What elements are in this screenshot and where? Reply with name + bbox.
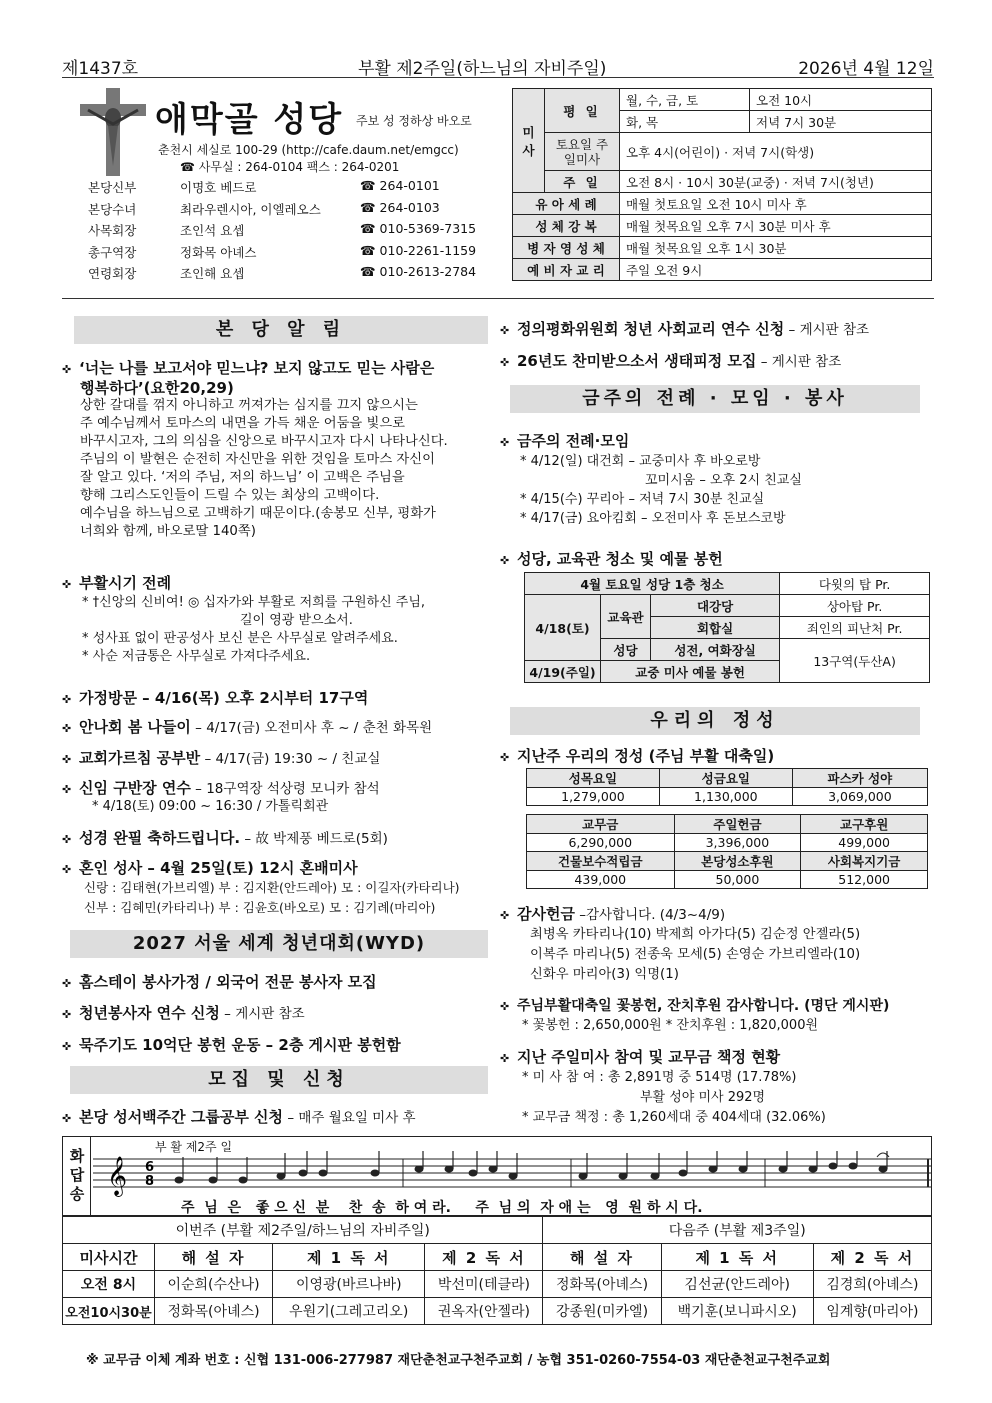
label-cell [63, 1137, 91, 1215]
offering-table-1: 성목요일 성금요일 파스카 성야 1,279,000 1,130,000 3,069,000 [526, 768, 928, 806]
diamond-bullet-icon: ✜ [62, 693, 72, 706]
svg-text:6: 6 [145, 1160, 155, 1175]
notice-youth-volunteer: ✜ 청년봉사자 연수 신청 – 게시판 참조 [62, 1004, 305, 1022]
leader-training-date: * 4/18(토) 09:00 ~ 16:30 / 가톨릭회관 [92, 799, 329, 814]
diamond-bullet-icon: ✜ [62, 363, 72, 376]
notice-easter-liturgy: ✜ 부활시기 전례 [62, 574, 172, 592]
notice-attendance: ✜ 지난 주일미사 참여 및 교무금 책정 현황 [500, 1048, 781, 1066]
notice-eco-retreat: ✜ 26년도 찬미받으소서 생태피정 모집 – 게시판 참조 [500, 352, 842, 370]
staff-row: 본당신부 이명호 베드로 ☎ 264-0101 [88, 178, 440, 195]
psalm-label: 화답송 [69, 1147, 85, 1203]
notice-weekly-meetings: ✜ 금주의 전례·모임 [500, 432, 630, 450]
notice-thanks-offering: ✜ 감사헌금 –감사합니다. (4/3~4/9) [500, 905, 726, 923]
diamond-bullet-icon: ✜ [62, 578, 72, 591]
notice-teaching-class: ✜ 교회가르침 공부반 – 4/17(금) 19:30 ~ / 친교실 [62, 749, 381, 767]
section-wyd: 2027 서울 세계 청년대회(WYD) [70, 930, 488, 958]
notice-gospel: ✜ ‘너는 나를 보고서야 믿느냐? 보지 않고도 믿는 사람은 [62, 359, 435, 377]
music-notes-icon [93, 1151, 931, 1197]
notice-homestay: ✜ 홈스테이 봉사가정 / 외국어 전문 봉사자 모집 [62, 973, 377, 991]
notice-cleaning: ✜ 성당, 교육관 청소 및 예물 봉헌 [500, 550, 723, 568]
psalm-response-staff [62, 1136, 932, 1216]
thanks-offering-names: 최병옥 카타리나(10) 박제희 아가다(5) 김순정 안젤라(5) 이복주 마리나(5) 전종욱 모세(5) 손영순 가브리엘라(10) 신화우 마리아(3) 익명(1) [530, 927, 861, 982]
bulletin-title: 부활 제2주일(하느님의 자비주일) [358, 59, 607, 79]
svg-text:𝄞: 𝄞 [107, 1156, 128, 1196]
easter-liturgy-notes: * †신앙의 신비여! ◎ 십자가와 부활로 저희를 구원하신 주님, 길이 영광 받으소서. * 성사표 없이 판공성사 보신 분은 사무실로 알려주세요. * 사순 저금통은 사무실로 가져다주세요. [82, 595, 426, 664]
diamond-bullet-icon: ✜ [62, 1112, 72, 1125]
church-phone: ☎ 사무실 : 264-0104 팩스 : 264-0201 [180, 160, 400, 174]
diamond-bullet-icon: ✜ [62, 977, 72, 990]
church-patron: 주보 성 정하상 바오로 [356, 114, 472, 128]
reader-schedule-table: 이번주 (부활 제2주일/하느님의 자비주일) 다음주 (부활 제3주일) 미사시간 해 설 자 제 1 독 서 제 2 독 서 해 설 자 제 1 독 서 제 2 독 서 오전 8시 이순희(수산나) 이영광(바르나바) 박선미(테클라) 정화목(아녜스) 김선균(안드레아) 김경희(아녜스) 오전10시30분 정화목(아녜스) 우원기(그레고리오) 권옥자(안젤라) 강종원(미카엘) 백기훈(보니파시오) 임계향(마리아) [62, 1216, 932, 1325]
section-parish-notice: 본 당 알 림 [74, 316, 488, 344]
notice-home-visit: ✜ 가정방문 – 4/16(목) 오후 2시부터 17구역 [62, 689, 369, 707]
staff-row: 연령회장 조인해 요셉 ☎ 010-2613-2784 [88, 264, 477, 281]
issue-number: 제1437호 [62, 59, 139, 79]
wedding-bride: 신부 : 김혜민(카타리나) 부 : 김윤호(바오로) 모 : 김기례(마리아) [84, 900, 436, 915]
notice-anna-outing: ✜ 안나회 봄 나들이 – 4/17(금) 오전미사 후 ~ / 춘천 화목원 [62, 718, 433, 736]
weekly-meetings-list: * 4/12(일) 대건회 – 교중미사 후 바오로방 꼬미시움 – 오후 2시 친교실 * 4/15(수) 꾸리아 – 저녁 7시 30분 친교실 * 4/17(금) 요아킴회 – 오전미사 후 돈보스코방 [520, 454, 802, 526]
diamond-bullet-icon: ✜ [500, 356, 510, 369]
diamond-bullet-icon: ✜ [500, 436, 510, 449]
notice-bible-study: ✜ 본당 성서백주간 그룹공부 신청 – 매주 월요일 미사 후 [62, 1108, 416, 1126]
music-caption: 부 활 제2주 일 [155, 1140, 233, 1154]
notice-justice-peace: ✜ 정의평화위원회 청년 사회교리 연수 신청 – 게시판 참조 [500, 320, 870, 338]
diamond-bullet-icon: ✜ [62, 753, 72, 766]
music-lyrics: 주 님 은 좋 으 신 분 찬 송 하 여 라. 주 님 의 자 애 는 영 원 하 시 다. [181, 1200, 703, 1216]
attendance-stats: * 미 사 참 여 : 총 2,891명 중 514명 (17.78%) 부활 성야 미사 292명 * 교무금 책정 : 총 1,260세대 중 404세대 (32.06%) [522, 1070, 826, 1125]
diamond-bullet-icon: ✜ [500, 909, 510, 922]
church-name: 애막골 성당 [155, 100, 344, 140]
easter-flowers-amounts: * 꽃봉헌 : 2,650,000원 * 잔치후원 : 1,820,000원 [522, 1018, 819, 1033]
crucifix-icon [78, 86, 150, 178]
notice-bible-copy: ✜ 성경 완필 축하드립니다. – 故 박제풍 베드로(5회) [62, 829, 388, 847]
notice-easter-flowers: ✜ 주님부활대축일 꽃봉헌, 잔치후원 감사합니다. (명단 게시판) [500, 998, 890, 1014]
diamond-bullet-icon: ✜ [500, 751, 510, 764]
diamond-bullet-icon: ✜ [62, 833, 72, 846]
section-recruit: 모집 및 신청 [70, 1066, 488, 1094]
notice-wedding: ✜ 혼인 성사 – 4월 25일(토) 12시 혼배미사 [62, 859, 358, 877]
diamond-bullet-icon: ✜ [62, 863, 72, 876]
notice-rosary: ✜ 묵주기도 10억단 봉헌 운동 – 2층 게시판 봉헌함 [62, 1036, 401, 1054]
svg-text:8: 8 [145, 1174, 155, 1189]
cleaning-table: 4월 토요일 성당 1층 청소 다윗의 탑 Pr. 4/18(토) 교육관 대강당 상아탑 Pr. 회합실 죄인의 피난처 Pr. 성당 성전, 여화장실 13구역(두산A) 4/19(주일) 교중 미사 예물 봉헌 [524, 572, 930, 683]
diamond-bullet-icon: ✜ [62, 1040, 72, 1053]
section-weekly-liturgy: 금주의 전례 · 모임 · 봉사 [510, 385, 920, 413]
church-address: 춘천시 세실로 100-29 (http://cafe.daum.net/emgcc) [158, 143, 459, 157]
section-offering: 우리의 정성 [510, 707, 920, 735]
offering-table-2: 교무금 주일헌금 교구후원 6,290,000 3,396,000 499,000 건물보수적립금 본당성소후원 사회복지기금 439,000 50,000 512,000 [526, 814, 928, 889]
staff-row: 본당수녀 최라우렌시아, 이엘레오스 ☎ 264-0103 [88, 199, 440, 217]
diamond-bullet-icon: ✜ [500, 554, 510, 567]
header-bar [62, 52, 934, 78]
diamond-bullet-icon: ✜ [62, 1008, 72, 1021]
staff-row: 총구역장 정화목 아녜스 ☎ 010-2261-1159 [88, 242, 477, 260]
diamond-bullet-icon: ✜ [62, 783, 72, 796]
diamond-bullet-icon: ✜ [500, 1000, 510, 1013]
diamond-bullet-icon: ✜ [500, 1052, 510, 1065]
divider [62, 298, 934, 299]
diamond-bullet-icon: ✜ [500, 324, 510, 337]
reflection-text: 상한 갈대를 꺾지 아니하고 꺼져가는 심지를 끄지 않으시는 주 예수님께서 토마스의 내면을 가득 채운 어둠을 빛으로 바꾸시고자, 그의 의심을 신앙으로 바꾸시고자 다시 나타나신다. 주님의 이 발현은 순전히 자신만을 위한 것임을 토마스 자신이 잘 알고 있다. ‘저의 주님, 저의 하느님’ 이 고백은 주님을 향해 그리스도인들이 드릴 수 있는 최상의 고백이다. 예수님을 하느님으로 고백하기 때문이다.(송봉모 신부, 평화가 너희와 함께, 바오로딸 140쪽) [80, 398, 448, 539]
staff-list [88, 178, 498, 286]
bulletin-date: 2026년 4월 12일 [798, 59, 934, 79]
bank-account-footer: ※ 교무금 이체 계좌 번호 : 신협 131-006-277987 재단춘천교구천주교회 / 농협 351-0260-7554-03 재단춘천교구천주교회 [86, 1353, 831, 1368]
notice-gospel-ref: 행복하다’(요한20,29) [80, 379, 234, 397]
diamond-bullet-icon: ✜ [62, 722, 72, 735]
mass-schedule-table: 미사 평 일 월, 수, 금, 토 오전 10시 화, 목 저녁 7시 30분 토요일 주일미사 오후 4시(어린이) · 저녁 7시(학생) 주 일 오전 8시 · 10시 30분(교중) · 저녁 7시(청년) 유 아 세 례 매월 첫토요일 오전 10시 미사 후 성 체 강 복 매월 첫목요일 오후 7시 30분 미사 후 병 자 영 성 체 매월 첫목요일 오후 1시 30분 예 비 자 교 리 주일 오전 9시 [512, 88, 932, 281]
notice-offering-summary: ✜ 지난주 우리의 정성 (주님 부활 대축일) [500, 747, 775, 765]
wedding-groom: 신랑 : 김태현(가브리엘) 부 : 김지환(안드레아) 모 : 이길자(카타리나) [84, 880, 460, 895]
notice-leader-training: ✜ 신임 구반장 연수 – 18구역장 석상령 모니카 참석 [62, 779, 380, 797]
staff-row: 사목회장 조인석 요셉 ☎ 010-5369-7315 [88, 221, 477, 238]
